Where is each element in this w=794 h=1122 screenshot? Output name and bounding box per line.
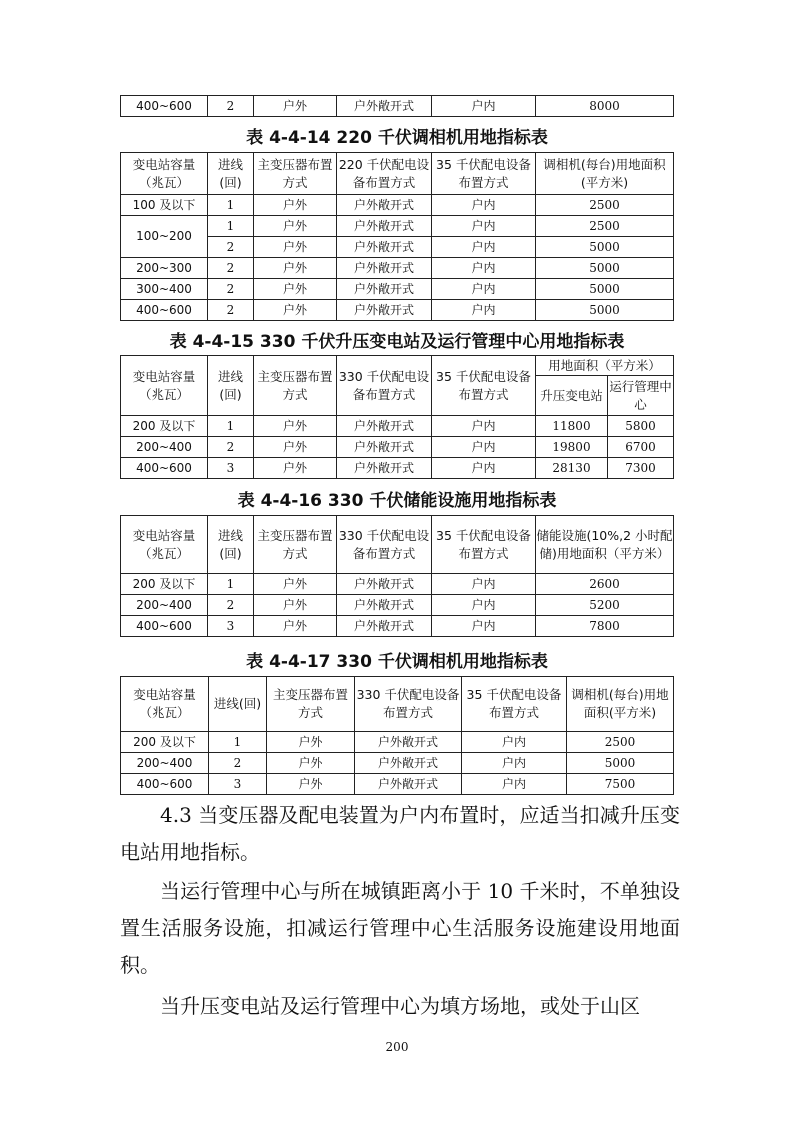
table-cell: 3 bbox=[208, 458, 254, 479]
table-cell: 28130 bbox=[536, 458, 608, 479]
table-cell: 户内 bbox=[432, 216, 536, 237]
table-cell: 200~400 bbox=[121, 595, 208, 616]
table-cell: 2600 bbox=[536, 574, 674, 595]
table-cell: 5000 bbox=[536, 300, 674, 321]
table-cell: 1 bbox=[208, 574, 254, 595]
table-cell: 户外敞开式 bbox=[337, 616, 432, 637]
header-cell: 变电站容量（兆瓦） bbox=[121, 153, 208, 195]
table-cell: 2 bbox=[208, 96, 254, 117]
table-caption: 表 4-4-16 330 千伏储能设施用地指标表 bbox=[237, 491, 557, 511]
table-cell: 100~200 bbox=[121, 216, 208, 258]
table-cell: 户外 bbox=[254, 300, 337, 321]
table-4-4-15 bbox=[120, 355, 674, 479]
table-row bbox=[121, 774, 674, 795]
header-cell: 运行管理中心 bbox=[608, 376, 674, 416]
table-header-row bbox=[121, 516, 674, 574]
table-row bbox=[121, 595, 674, 616]
table-cell: 户外敞开式 bbox=[337, 237, 432, 258]
header-cell: 主变压器布置方式 bbox=[254, 516, 337, 574]
table-cell: 6700 bbox=[608, 437, 674, 458]
table-cell: 户外敞开式 bbox=[337, 574, 432, 595]
body-paragraph: 当运行管理中心与所在城镇距离小于 10 千米时，不单独设置生活服务设施，扣减运行管理中心生活服务设施建设用地面积。 bbox=[120, 879, 680, 977]
table-cell: 户内 bbox=[432, 300, 536, 321]
table-row bbox=[121, 437, 674, 458]
table-cell: 户外 bbox=[254, 96, 337, 117]
table-cell: 户内 bbox=[432, 595, 536, 616]
table-cell: 1 bbox=[208, 195, 254, 216]
table-cell: 户外 bbox=[254, 416, 337, 437]
table-cell: 2500 bbox=[567, 732, 674, 753]
header-cell: 330 千伏配电设备布置方式 bbox=[355, 677, 462, 732]
table-cell: 5200 bbox=[536, 595, 674, 616]
header-cell: 330 千伏配电设备布置方式 bbox=[337, 356, 432, 416]
header-cell: 220 千伏配电设备布置方式 bbox=[337, 153, 432, 195]
table-cell: 户内 bbox=[462, 774, 567, 795]
table-cell: 户外 bbox=[254, 237, 337, 258]
header-cell: 变电站容量（兆瓦） bbox=[121, 356, 208, 416]
body-paragraph: 4.3 当变压器及配电装置为户内布置时，应适当扣减升压变电站用地指标。 bbox=[120, 803, 680, 864]
table-cell: 户外敞开式 bbox=[337, 437, 432, 458]
table-cell: 400~600 bbox=[121, 458, 208, 479]
table-cell: 7500 bbox=[567, 774, 674, 795]
continuation-table bbox=[120, 95, 674, 117]
table-cell: 5000 bbox=[536, 279, 674, 300]
table-cell: 户外敞开式 bbox=[337, 458, 432, 479]
table-caption: 表 4-4-17 330 千伏调相机用地指标表 bbox=[246, 652, 548, 672]
table-cell: 户内 bbox=[462, 753, 567, 774]
table-row bbox=[121, 574, 674, 595]
table-cell: 户外 bbox=[254, 595, 337, 616]
table-row bbox=[121, 616, 674, 637]
table-cell: 户外 bbox=[267, 774, 355, 795]
table-cell: 户内 bbox=[432, 616, 536, 637]
header-cell: 调相机(每台)用地面积(平方米) bbox=[536, 153, 674, 195]
table-cell: 2500 bbox=[536, 195, 674, 216]
header-cell: 调相机(每台)用地面积(平方米) bbox=[567, 677, 674, 732]
header-cell: 进线(回) bbox=[208, 153, 254, 195]
table-cell: 1 bbox=[209, 732, 267, 753]
table-cell: 户外敞开式 bbox=[337, 195, 432, 216]
table-cell: 7300 bbox=[608, 458, 674, 479]
table-row bbox=[121, 416, 674, 437]
table-cell: 3 bbox=[208, 616, 254, 637]
table-cell: 2 bbox=[208, 258, 254, 279]
header-cell: 升压变电站 bbox=[536, 376, 608, 416]
table-cell: 2500 bbox=[536, 216, 674, 237]
table-cell: 400~600 bbox=[121, 616, 208, 637]
table-cell: 300~400 bbox=[121, 279, 208, 300]
table-cell: 户内 bbox=[432, 195, 536, 216]
table-cell: 3 bbox=[209, 774, 267, 795]
table-cell: 2 bbox=[208, 437, 254, 458]
table-row bbox=[121, 300, 674, 321]
header-cell: 进线(回) bbox=[209, 677, 267, 732]
table-cell: 户内 bbox=[432, 258, 536, 279]
table-cell: 100 及以下 bbox=[121, 195, 208, 216]
table-cell: 户内 bbox=[432, 279, 536, 300]
table-cell: 户内 bbox=[432, 96, 536, 117]
table-cell: 户外 bbox=[267, 753, 355, 774]
header-cell: 35 千伏配电设备布置方式 bbox=[432, 516, 536, 574]
table-cell: 2 bbox=[208, 300, 254, 321]
table-cell: 200 及以下 bbox=[121, 574, 208, 595]
header-cell: 进线(回) bbox=[208, 516, 254, 574]
table-cell: 400~600 bbox=[121, 96, 208, 117]
table-cell: 户内 bbox=[432, 458, 536, 479]
body-paragraph: 当升压变电站及运行管理中心为填方场地，或处于山区 bbox=[160, 994, 640, 1018]
table-caption: 表 4-4-15 330 千伏升压变电站及运行管理中心用地指标表 bbox=[169, 332, 625, 352]
table-row bbox=[121, 279, 674, 300]
header-cell: 35 千伏配电设备布置方式 bbox=[462, 677, 567, 732]
table-cell: 11800 bbox=[536, 416, 608, 437]
table-row bbox=[121, 258, 674, 279]
table-cell: 5800 bbox=[608, 416, 674, 437]
table-cell: 400~600 bbox=[121, 300, 208, 321]
table-cell: 户外 bbox=[267, 732, 355, 753]
header-cell: 35 千伏配电设备布置方式 bbox=[432, 356, 536, 416]
table-cell: 户外敞开式 bbox=[355, 774, 462, 795]
table-cell: 8000 bbox=[536, 96, 674, 117]
header-cell: 进线(回) bbox=[208, 356, 254, 416]
table-cell: 户外敞开式 bbox=[337, 595, 432, 616]
table-cell: 户外敞开式 bbox=[337, 216, 432, 237]
table-cell: 200~400 bbox=[121, 753, 209, 774]
table-cell: 户外 bbox=[254, 616, 337, 637]
header-cell: 主变压器布置方式 bbox=[254, 356, 337, 416]
table-header-row bbox=[121, 677, 674, 732]
table-cell: 200~400 bbox=[121, 437, 208, 458]
table-row bbox=[121, 195, 674, 216]
table-cell: 户外 bbox=[254, 458, 337, 479]
table-cell: 200 及以下 bbox=[121, 732, 209, 753]
table-row bbox=[121, 732, 674, 753]
table-cell: 5000 bbox=[536, 258, 674, 279]
table-cell: 户外 bbox=[254, 216, 337, 237]
table-cell: 户外敞开式 bbox=[337, 258, 432, 279]
table-cell: 2 bbox=[209, 753, 267, 774]
table-row bbox=[121, 216, 674, 237]
table-row bbox=[121, 96, 674, 117]
table-4-4-16 bbox=[120, 515, 674, 637]
table-cell: 户内 bbox=[432, 437, 536, 458]
table-cell: 5000 bbox=[567, 753, 674, 774]
table-cell: 户内 bbox=[462, 732, 567, 753]
header-cell: 用地面积（平方米） bbox=[536, 356, 674, 376]
table-cell: 400~600 bbox=[121, 774, 209, 795]
table-cell: 户内 bbox=[432, 237, 536, 258]
table-cell: 户外 bbox=[254, 279, 337, 300]
header-cell: 330 千伏配电设备布置方式 bbox=[337, 516, 432, 574]
header-cell: 主变压器布置方式 bbox=[254, 153, 337, 195]
table-cell: 户外 bbox=[254, 258, 337, 279]
table-cell: 2 bbox=[208, 237, 254, 258]
table-cell: 户内 bbox=[432, 574, 536, 595]
table-cell: 19800 bbox=[536, 437, 608, 458]
table-cell: 户外敞开式 bbox=[355, 732, 462, 753]
table-cell: 户外敞开式 bbox=[337, 279, 432, 300]
header-cell: 变电站容量（兆瓦） bbox=[121, 677, 209, 732]
table-cell: 户外 bbox=[254, 195, 337, 216]
header-cell: 35 千伏配电设备布置方式 bbox=[432, 153, 536, 195]
table-4-4-14 bbox=[120, 152, 674, 321]
header-cell: 变电站容量（兆瓦） bbox=[121, 516, 208, 574]
header-cell: 储能设施(10%,2 小时配储)用地面积（平方米） bbox=[536, 516, 674, 574]
table-cell: 2 bbox=[208, 279, 254, 300]
table-cell: 2 bbox=[208, 595, 254, 616]
table-header-row bbox=[121, 356, 674, 376]
table-cell: 1 bbox=[208, 416, 254, 437]
table-row bbox=[121, 458, 674, 479]
table-row bbox=[121, 753, 674, 774]
table-cell: 7800 bbox=[536, 616, 674, 637]
table-header-row bbox=[121, 153, 674, 195]
table-cell: 户外敞开式 bbox=[337, 96, 432, 117]
table-cell: 1 bbox=[208, 216, 254, 237]
table-cell: 户外 bbox=[254, 437, 337, 458]
table-cell: 户内 bbox=[432, 416, 536, 437]
header-cell: 主变压器布置方式 bbox=[267, 677, 355, 732]
table-cell: 户外敞开式 bbox=[355, 753, 462, 774]
table-cell: 户外敞开式 bbox=[337, 416, 432, 437]
table-cell: 户外敞开式 bbox=[337, 300, 432, 321]
table-cell: 200~300 bbox=[121, 258, 208, 279]
table-4-4-17 bbox=[120, 676, 674, 795]
table-cell: 户外 bbox=[254, 574, 337, 595]
table-cell: 5000 bbox=[536, 237, 674, 258]
table-cell: 200 及以下 bbox=[121, 416, 208, 437]
page-number: 200 bbox=[385, 1040, 409, 1054]
table-caption: 表 4-4-14 220 千伏调相机用地指标表 bbox=[246, 128, 548, 148]
